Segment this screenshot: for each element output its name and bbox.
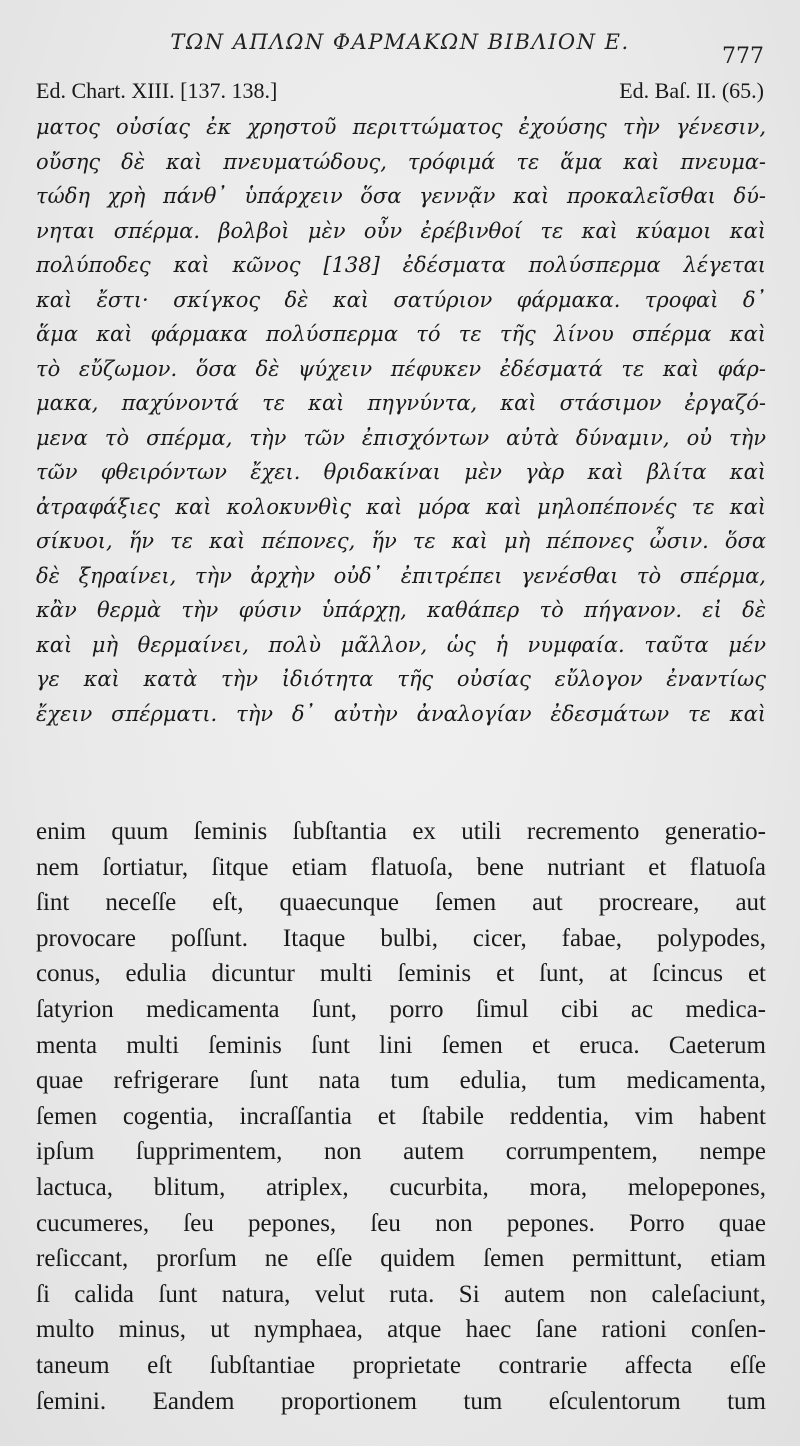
latin-text-line: ipſum ſupprimentem, non autem corrumpentem, nempe xyxy=(36,1138,766,1166)
edition-chart-reference: Ed. Chart. XIII. [137. 138.] xyxy=(36,78,278,103)
running-title: ΤΩΝ ΑΠΛΩΝ ΦΑΡΜΑΚΩΝ ΒΙΒΛΙΟΝ Ε. xyxy=(170,30,630,54)
greek-text-line: ἔχειν σπέρματι. τὴν δ᾽ αὐτὴν ἀναλογίαν ἐδεσμάτων τε καὶ xyxy=(36,701,766,726)
latin-text-line: provocare poſſunt. Itaque bulbi, cicer, fabae, polypodes, xyxy=(36,924,766,952)
latin-text-line: ſi calida ſunt natura, velut ruta. Si autem non caleſaciunt, xyxy=(36,1280,766,1308)
greek-text-line: δὲ ξηραίνει, τὴν ἀρχὴν οὐδ᾽ ἐπιτρέπει γενέσθαι τὸ σπέρμα, xyxy=(36,563,766,588)
edition-basel-reference: Ed. Baſ. II. (65.) xyxy=(619,78,764,103)
greek-text-line: ἀτραφάξιες καὶ κολοκυνθὶς καὶ μόρα καὶ μηλοπέπονές τε καὶ xyxy=(36,494,766,519)
latin-text-line: conus, edulia dicuntur multi ſeminis et ſunt, at ſcincus et xyxy=(36,960,766,988)
latin-text-line: ſatyrion medicamenta ſunt, porro ſimul cibi ac medica- xyxy=(36,995,766,1023)
greek-text-line: νηται σπέρμα. βολβοὶ μὲν οὖν ἐρέβινθοί τε καὶ κύαμοι καὶ xyxy=(36,218,766,243)
greek-text-line: οὔσης δὲ καὶ πνευματώδους, τρόφιμά τε ἅμα καὶ πνευμα- xyxy=(36,149,766,174)
latin-text-line: enim quum ſeminis ſubſtantia ex utili recremento generatio- xyxy=(36,818,766,845)
greek-text-line: ἅμα καὶ φάρμακα πολύσπερμα τό τε τῆς λίνου σπέρμα καὶ xyxy=(36,322,766,346)
greek-text-line: πολύποδες καὶ κῶνος [138] ἐδέσματα πολύσπερμα λέγεται xyxy=(36,253,766,277)
latin-text-line: lactuca, blitum, atriplex, cucurbita, mora, melopepones, xyxy=(36,1173,766,1201)
latin-text-line: ſint neceſſe eſt, quaecunque ſemen aut procreare, aut xyxy=(36,889,766,917)
latin-text-line: multo minus, ut nymphaea, atque haec ſane rationi conſen- xyxy=(36,1316,766,1344)
latin-text-line: menta multi ſeminis ſunt lini ſemen et eruca. Caeterum xyxy=(36,1031,766,1059)
latin-text-line: cucumeres, ſeu pepones, ſeu non pepones. Porro quae xyxy=(36,1209,766,1237)
latin-text-block xyxy=(36,814,766,1419)
greek-text-line: καὶ μὴ θερμαίνει, πολὺ μᾶλλον, ὡς ἡ νυμφαία. ταῦτα μέν xyxy=(36,632,766,657)
greek-text-line: μενα τὸ σπέρμα, τὴν τῶν ἐπισχόντων αὐτὰ δύναμιν, οὐ τὴν xyxy=(36,425,766,450)
greek-text-line: τὸ εὔζωμον. ὅσα δὲ ψύχειν πέφυκεν ἐδέσματά τε καὶ φάρ- xyxy=(36,356,766,381)
greek-text-line: γε καὶ κατὰ τὴν ἰδιότητα τῆς οὐσίας εὔλογον ἐναντίως xyxy=(36,667,766,691)
latin-text-line: reſiccant, prorſum ne eſſe quidem ſemen permittunt, etiam xyxy=(36,1245,766,1273)
edition-reference-line xyxy=(36,78,764,108)
greek-text-line: σίκυοι, ἥν τε καὶ πέπονες, ἥν τε καὶ μὴ πέπονες ὦσιν. ὅσα xyxy=(36,529,766,553)
greek-text-line: μακα, παχύνοντά τε καὶ πηγνύντα, καὶ στάσιμον ἐργαζό- xyxy=(36,391,766,415)
greek-text-line: κἂν θερμὰ τὴν φύσιν ὑπάρχῃ, καθάπερ τὸ πήγανον. εἰ δὲ xyxy=(36,598,766,622)
greek-text-line: τῶν φθειρόντων ἔχει. θριδακίναι μὲν γὰρ καὶ βλίτα καὶ xyxy=(36,460,766,484)
latin-text-line: ſemen cogentia, incraſſantia et ſtabile reddentia, vim habent xyxy=(36,1102,766,1130)
latin-text-line: ſemini. Eandem proportionem tum eſculentorum tum xyxy=(36,1387,766,1415)
greek-text-block xyxy=(36,110,766,731)
greek-text-line: καὶ ἔστι· σκίγκος δὲ καὶ σατύριον φάρμακα. τροφαὶ δ᾽ xyxy=(36,287,766,312)
greek-text-line: ματος οὐσίας ἐκ χρηστοῦ περιττώματος ἐχούσης τὴν γένεσιν, xyxy=(36,115,766,139)
latin-text-line: nem ſortiatur, ſitque etiam flatuoſa, bene nutriant et flatuoſa xyxy=(36,853,766,881)
latin-text-line: quae refrigerare ſunt nata tum edulia, tum medicamenta, xyxy=(36,1067,766,1095)
page-number: 777 xyxy=(722,44,764,69)
latin-text-line: taneum eſt ſubſtantiae proprietate contrarie affecta eſſe xyxy=(36,1351,766,1379)
greek-text-line: τώδη χρὴ πάνθ᾽ ὑπάρχειν ὅσα γεννᾷν καὶ προκαλεῖσθαι δύ- xyxy=(36,184,766,208)
